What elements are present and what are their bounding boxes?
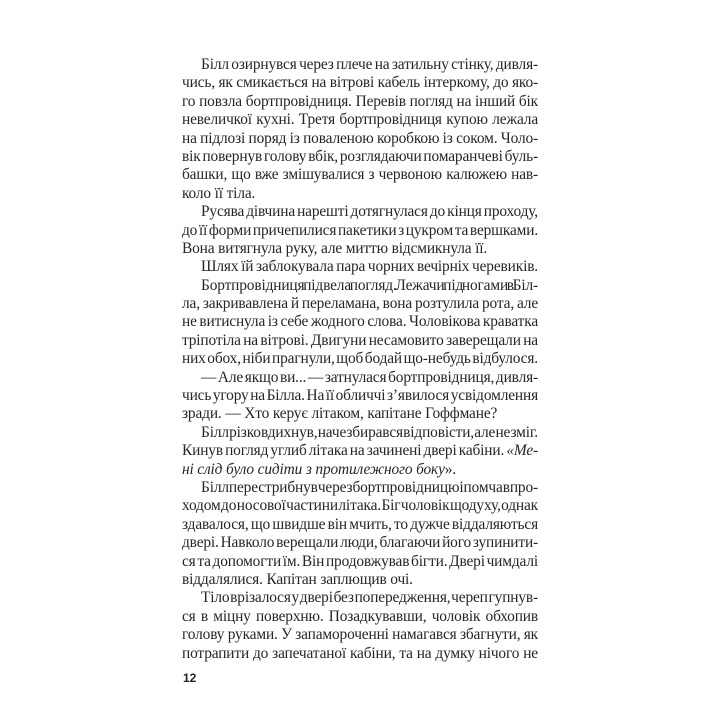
text-line: Білл різко вдихнув, наче збирався відповісти, але не зміг. bbox=[201, 423, 538, 441]
text-line: до її форми причепилися пакетики з цукром та вершками. bbox=[182, 221, 539, 239]
text-line: Вона витягнула руку, але миттю відсмикнула її. bbox=[182, 239, 488, 257]
text-line: вік повернув голову вбік, розглядаючи помаранчеві буль- bbox=[182, 147, 538, 165]
text-line: башки, що вже змішувалися з червоною калюжею нав- bbox=[182, 166, 538, 184]
text-line: го повзла бортпровідниця. Перевів погляд на інший бік bbox=[182, 92, 538, 110]
body-text bbox=[182, 56, 538, 663]
text-line: на підлозі поряд із поваленою коробкою із соком. Чоло- bbox=[182, 129, 538, 147]
text-line: Русява дівчина нарешті дотягнулася до кінця проходу, bbox=[201, 203, 538, 221]
text-line: двері. Навколо верещали люди, благаючи його зупинити- bbox=[182, 534, 539, 552]
text-line: Білл перестрибнув через бортпровідницю і помчав про- bbox=[201, 478, 538, 496]
text-line: тріпотіла на вітрові. Двигуни несамовито заверещали на bbox=[182, 331, 538, 349]
text-line: зради. — Хто керує літаком, капітане Гоффмане? bbox=[182, 405, 498, 423]
text-line: Тіло врізалося у двері без попередження, череп гупнув- bbox=[201, 589, 538, 607]
text-line: Шлях їй заблокувала пара чорних вечірніх черевиків. bbox=[201, 258, 539, 276]
text-line: коло її тіла. bbox=[182, 184, 256, 202]
quote-close: ». bbox=[444, 460, 456, 478]
text-line: Бортпровідниця підвела погляд. Лежачи під ногами в Біл- bbox=[201, 276, 538, 294]
text-line: ся в міцну поверхню. Позадкувавши, чоловік обхопив bbox=[182, 607, 538, 625]
text-line: здавалося, що швидше він мчить, то дужче віддаляються bbox=[182, 515, 539, 533]
text-line: ся та допомогти їм. Він продовжував бігти. Двері чимдалі bbox=[182, 552, 538, 570]
text-span: Кинув погляд углиб літака на зачинені двері кабіни. bbox=[182, 442, 505, 460]
text-line: невеличкої кухні. Третя бортпровідниця купою лежала bbox=[182, 111, 538, 129]
italic-quote-start: «Ме- bbox=[506, 442, 538, 460]
text-line: віддалялися. Капітан заплющив очі. bbox=[182, 570, 413, 588]
text-line bbox=[182, 442, 538, 460]
page-number: 12 bbox=[183, 671, 197, 685]
text-line: чись, як смикається на вітрові кабель інтеркому, до яко- bbox=[182, 74, 538, 92]
text-line: Білл озирнувся через плече на затильну стінку, дивля- bbox=[201, 56, 538, 73]
text-line: — Але якщо ви... — затнулася бортпровідниця, дивля- bbox=[201, 368, 539, 386]
text-line bbox=[182, 461, 538, 479]
italic-quote: ні слід було сидіти з протилежного боку bbox=[182, 460, 445, 478]
text-line: голову руками. У запамороченні намагався збагнути, як bbox=[182, 626, 539, 644]
text-line: не витиснула із себе жодного слова. Чоловікова краватка bbox=[182, 313, 538, 331]
text-line: ла, закривавлена й переламана, вона розтулила рота, але bbox=[182, 295, 538, 313]
text-line: них обох, ніби прагнули, щоб бодай що-небудь відбулося. bbox=[182, 350, 538, 368]
text-line: ходом до носової частини літака. Біг чоловік щодуху, однак bbox=[182, 497, 538, 515]
text-line: чись угору на Білла. На її обличчі з’явилося усвідомлення bbox=[182, 387, 539, 405]
text-line: потрапити до запечатаної кабіни, та на думку нічого не bbox=[182, 644, 538, 662]
